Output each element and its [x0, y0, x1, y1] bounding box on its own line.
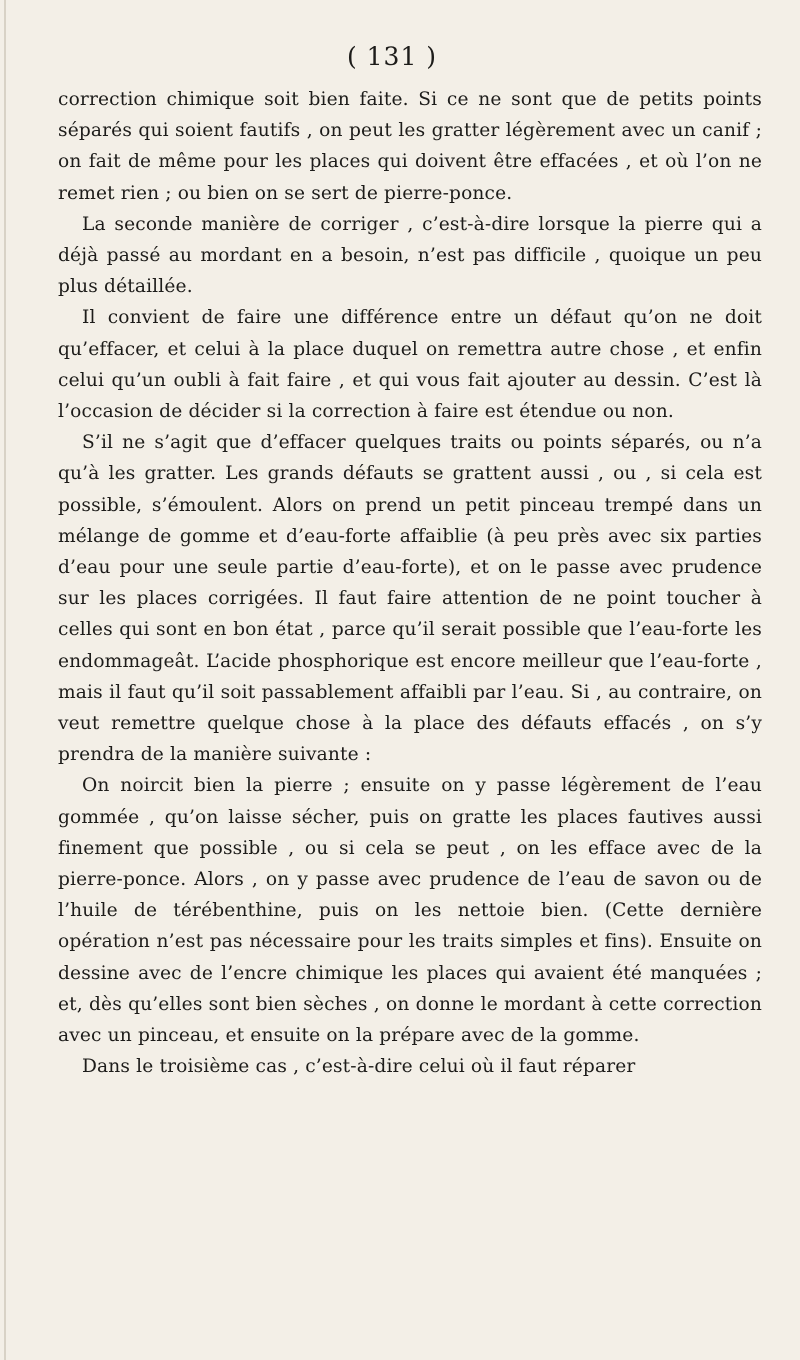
paragraph-scraping: S’il ne s’agit que d’effacer quelques traits ou points séparés, ou n’a qu’à les gratter. Les grands défauts se grattent aussi , ou , si cela est possible, s’émoulent. Alors on prend un petit pinceau trempé dans un mélange de gomme et d’eau-forte affaiblie (à peu près avec six parties d’eau pour une seule partie d’eau-forte), et on le passe avec prudence sur les places corrigées. Il faut faire attention de ne point toucher à celles qui sont en bon état , parce qu’il serait possible que l’eau-forte les endommageât. L’acide phosphorique est encore meilleur que l’eau-forte , mais il faut qu’il soit passablement affaibli par l’eau. Si , au contraire, on veut remettre quelque chose à la place des défauts effacés , on s’y prendra de la manière suivante :: [58, 432, 762, 766]
paragraph-defect-types: Il convient de faire une différence entre un défaut qu’on ne doit qu’effacer, et celui à la place duquel on remettra autre chose , et enfin celui qu’un oubli à fait faire , et qui vous fait ajouter au dessin. C’est là l’occasion de décider si la correction à faire est étendue ou non.: [58, 307, 762, 423]
page-number: ( 131 ): [346, 42, 438, 71]
body-text: [58, 84, 762, 1083]
paragraph-third-case: Dans le troisième cas , c’est-à-dire celui où il faut réparer: [82, 1056, 636, 1078]
paragraph-second-method: La seconde manière de corriger , c’est-à-dire lorsque la pierre qui a déjà passé au mordant en a besoin, n’est pas difficile , quoique un peu plus détaillée.: [58, 213, 762, 298]
page-edge-rule: [4, 0, 6, 1360]
paragraph-redrawing: On noircit bien la pierre ; ensuite on y passe légèrement de l’eau gommée , qu’on laisse sécher, puis on gratte les places fautives aussi finement que possible , ou si cela se peut , on les efface avec de la pierre-ponce. Alors , on y passe avec prudence de l’eau de savon ou de l’huile de térébenthine, puis on les nettoie bien. (Cette dernière opération n’est pas nécessaire pour les traits simples et fins). Ensuite on dessine avec de l’encre chimique les places qui avaient été manquées ; et, dès qu’elles sont bien sèches , on donne le mordant à cette correction avec un pinceau, et ensuite on la prépare avec de la gomme.: [58, 775, 762, 1047]
paragraph-continuation: correction chimique soit bien faite. Si ce ne sont que de petits points séparés qui soient fautifs , on peut les gratter légèrement avec un canif ; on fait de même pour les places qui doivent être effacées , et où l’on ne remet rien ; ou bien on se sert de pierre-ponce.: [58, 89, 762, 204]
